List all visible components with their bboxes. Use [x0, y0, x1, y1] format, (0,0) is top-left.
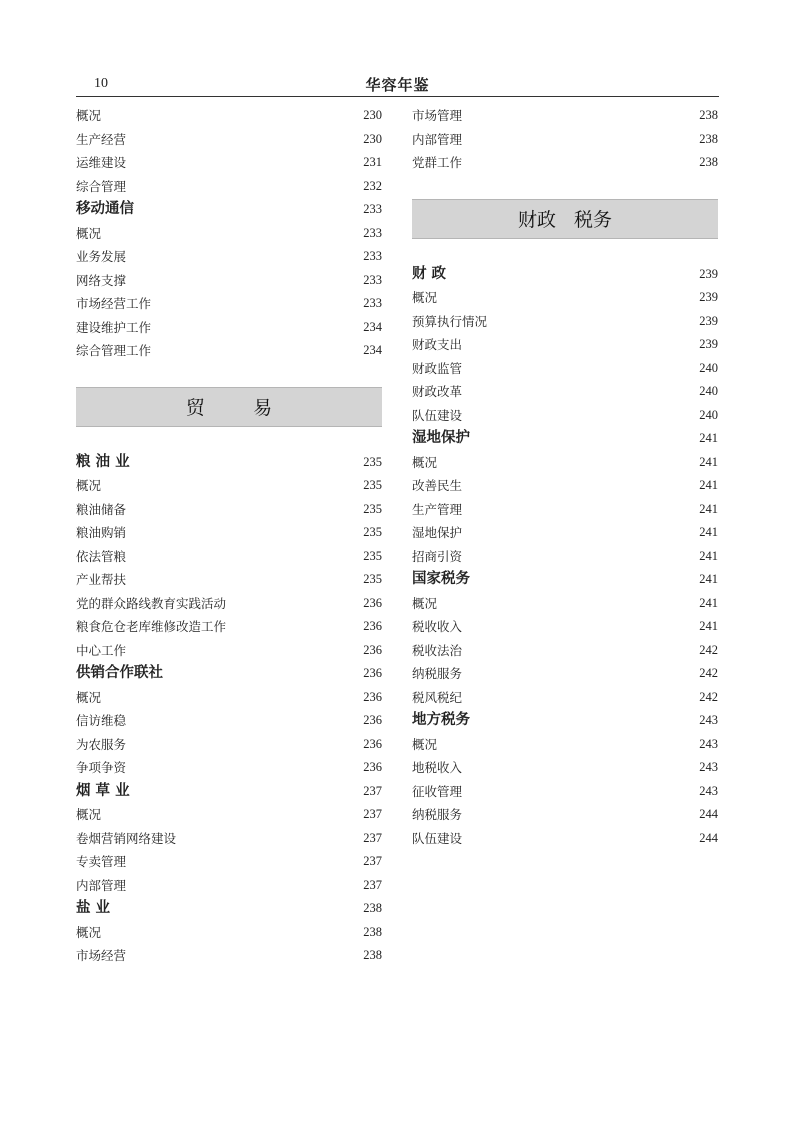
toc-entry-label: 中心工作 — [76, 642, 127, 658]
toc-page-number: 243 — [699, 736, 718, 751]
toc-entry[interactable] — [76, 498, 382, 522]
toc-entry[interactable] — [76, 827, 382, 851]
toc-entry[interactable] — [76, 151, 382, 175]
toc-page-number: 236 — [363, 736, 382, 751]
toc-page-number: 244 — [699, 830, 718, 845]
toc-page-number: 237 — [363, 877, 382, 892]
toc-entry-label: 征收管理 — [412, 783, 463, 799]
toc-entry-label: 改善民生 — [412, 478, 463, 493]
toc-entry-label: 党群工作 — [412, 155, 463, 170]
toc-entry[interactable] — [412, 545, 718, 569]
toc-entry-label: 内部管理 — [412, 131, 463, 147]
toc-page-number: 236 — [363, 713, 382, 727]
toc-entry[interactable] — [76, 686, 382, 710]
toc-heading[interactable] — [76, 662, 382, 686]
toc-entry[interactable] — [76, 733, 382, 757]
toc-entry[interactable] — [76, 592, 382, 616]
toc-page-number: 237 — [363, 830, 382, 845]
toc-page-number: 242 — [699, 689, 718, 704]
toc-page-number: 234 — [363, 343, 382, 357]
toc-entry[interactable] — [76, 521, 382, 545]
toc-page-number: 244 — [699, 807, 718, 821]
toc-entry[interactable] — [412, 639, 718, 663]
toc-page-number: 241 — [699, 619, 718, 633]
page-number: 10 — [94, 76, 108, 91]
toc-entry[interactable] — [412, 615, 718, 639]
toc-entry-label: 卷烟营销网络建设 — [76, 830, 177, 846]
toc-page-number: 241 — [699, 548, 718, 563]
toc-page-number: 235 — [363, 572, 382, 586]
toc-entry[interactable] — [76, 104, 382, 128]
toc-entry-label: 纳税服务 — [412, 666, 463, 681]
toc-entry-label: 内部管理 — [76, 877, 127, 893]
toc-entry[interactable] — [412, 357, 718, 381]
toc-heading[interactable] — [76, 198, 382, 222]
toc-entry[interactable] — [412, 310, 718, 334]
toc-heading-label: 移动通信 — [76, 201, 134, 217]
toc-page-number: 235 — [363, 548, 382, 563]
toc-entry-label: 财政监管 — [412, 360, 463, 376]
toc-entry[interactable] — [76, 339, 382, 363]
section-band: 财政 税务 — [412, 199, 718, 239]
toc-entry[interactable] — [76, 568, 382, 592]
toc-entry-label: 市场管理 — [412, 108, 463, 123]
toc-entry-label: 招商引资 — [412, 548, 463, 564]
toc-entry-label: 地税收入 — [412, 760, 463, 775]
toc-heading-label: 粮 油 业 — [76, 453, 130, 470]
toc-entry[interactable] — [412, 733, 718, 757]
toc-entry-label: 生产管理 — [412, 501, 463, 517]
toc-entry[interactable] — [76, 316, 382, 340]
toc-entry-label: 税风税纪 — [412, 689, 463, 705]
toc-entry-label: 市场经营工作 — [76, 296, 152, 311]
toc-entry[interactable] — [412, 756, 718, 780]
toc-entry-label: 粮油购销 — [76, 525, 127, 540]
toc-page-number: 233 — [363, 272, 382, 287]
toc-entry-label: 综合管理工作 — [76, 343, 152, 358]
toc-entry-label: 财政改革 — [412, 384, 463, 399]
toc-heading[interactable] — [76, 780, 382, 804]
toc-entry-label: 税收收入 — [412, 619, 463, 634]
toc-entry-label: 信访维稳 — [76, 713, 127, 728]
toc-entry[interactable] — [412, 404, 718, 428]
toc-entry-label: 为农服务 — [76, 736, 127, 752]
toc-heading[interactable] — [412, 263, 718, 287]
toc-page-number: 241 — [699, 501, 718, 516]
toc-page-number: 240 — [699, 360, 718, 375]
toc-page-number: 243 — [699, 713, 718, 727]
toc-entry-label: 依法管粮 — [76, 548, 127, 564]
toc-entry[interactable] — [76, 756, 382, 780]
toc-heading[interactable] — [412, 709, 718, 733]
toc-page-number: 235 — [363, 501, 382, 516]
toc-page-number: 236 — [363, 666, 382, 680]
toc-heading-label: 湿地保护 — [412, 430, 470, 446]
toc-entry-label: 粮油储备 — [76, 501, 127, 517]
toc-page-number: 239 — [699, 313, 718, 328]
toc-page-number: 238 — [363, 924, 382, 939]
toc-page-number: 242 — [699, 642, 718, 657]
toc-entry-label: 党的群众路线教育实践活动 — [76, 595, 227, 611]
toc-entry-label: 概况 — [76, 689, 102, 705]
toc-right-column — [412, 104, 718, 850]
toc-page-number: 242 — [699, 666, 718, 680]
toc-page-number: 239 — [699, 290, 718, 304]
toc-entry-label: 概况 — [412, 454, 438, 470]
toc-entry-label: 争项争资 — [76, 760, 127, 775]
toc-page-number: 239 — [699, 266, 718, 281]
toc-entry-label: 纳税服务 — [412, 807, 463, 822]
toc-entry-label: 产业帮扶 — [76, 572, 127, 587]
toc-entry[interactable] — [412, 286, 718, 310]
toc-entry[interactable] — [76, 245, 382, 269]
toc-page-number: 236 — [363, 642, 382, 657]
toc-page-number: 238 — [699, 108, 718, 122]
toc-heading-label: 地方税务 — [412, 712, 470, 728]
toc-heading[interactable] — [412, 568, 718, 592]
toc-page-number: 236 — [363, 689, 382, 704]
toc-page-number: 241 — [699, 454, 718, 469]
toc-entry-label: 队伍建设 — [412, 407, 463, 423]
toc-entry-label: 概况 — [76, 478, 102, 493]
toc-page-number: 241 — [699, 478, 718, 492]
toc-entry[interactable] — [412, 128, 718, 152]
toc-page-number: 233 — [363, 296, 382, 310]
toc-entry[interactable] — [412, 333, 718, 357]
toc-page-number: 236 — [363, 619, 382, 633]
toc-page-number: 241 — [699, 572, 718, 586]
toc-page-number: 241 — [699, 525, 718, 539]
toc-page-number: 233 — [363, 202, 382, 216]
toc-entry[interactable] — [412, 151, 718, 175]
toc-entry[interactable] — [76, 850, 382, 874]
toc-entry-label: 概况 — [412, 736, 438, 752]
toc-entry-label: 队伍建设 — [412, 830, 463, 846]
toc-entry[interactable] — [412, 662, 718, 686]
toc-page-number: 236 — [363, 760, 382, 774]
toc-page-number: 235 — [363, 525, 382, 539]
toc-page-number: 243 — [699, 783, 718, 798]
toc-entry[interactable] — [412, 686, 718, 710]
toc-page-number: 241 — [699, 431, 718, 445]
toc-page-number: 237 — [363, 783, 382, 798]
toc-entry-label: 概况 — [76, 924, 102, 940]
toc-entry[interactable] — [76, 874, 382, 898]
toc-entry[interactable] — [412, 780, 718, 804]
toc-page-number: 243 — [699, 760, 718, 774]
toc-entry-label: 网络支撑 — [76, 272, 127, 288]
toc-entry[interactable] — [412, 104, 718, 128]
toc-page-number: 241 — [699, 595, 718, 610]
toc-entry-label: 财政支出 — [412, 337, 463, 352]
toc-heading[interactable] — [76, 451, 382, 475]
toc-left-column — [76, 104, 382, 968]
toc-entry-label: 概况 — [76, 807, 102, 822]
toc-heading[interactable] — [76, 897, 382, 921]
toc-entry-label: 湿地保护 — [412, 525, 463, 540]
toc-entry-label: 概况 — [412, 595, 438, 611]
toc-entry-label: 概况 — [76, 108, 102, 123]
book-title: 华容年鉴 — [365, 76, 430, 94]
toc-entry-label: 建设维护工作 — [76, 319, 152, 335]
toc-heading-label: 财 政 — [412, 265, 447, 282]
toc-entry-label: 生产经营 — [76, 131, 127, 147]
toc-page-number: 231 — [363, 155, 382, 169]
toc-entry-label: 税收法治 — [412, 642, 463, 658]
toc-entry[interactable] — [76, 474, 382, 498]
toc-entry-label: 预算执行情况 — [412, 313, 488, 329]
toc-heading-label: 供销合作联社 — [76, 665, 163, 681]
toc-entry-label: 业务发展 — [76, 249, 127, 264]
toc-entry[interactable] — [76, 803, 382, 827]
toc-page-number: 235 — [363, 454, 382, 469]
toc-page-number: 234 — [363, 319, 382, 334]
toc-entry[interactable] — [412, 592, 718, 616]
toc-page-number: 235 — [363, 478, 382, 492]
toc-entry-label: 粮食危仓老库维修改造工作 — [76, 619, 227, 634]
toc-entry-label: 综合管理 — [76, 178, 127, 194]
toc-entry[interactable] — [76, 269, 382, 293]
toc-page-number: 238 — [699, 131, 718, 146]
toc-entry[interactable] — [412, 474, 718, 498]
toc-entry[interactable] — [412, 451, 718, 475]
toc-entry[interactable] — [76, 175, 382, 199]
toc-page-number: 237 — [363, 807, 382, 821]
toc-entry-label: 运维建设 — [76, 155, 127, 170]
toc-heading-label: 盐 业 — [76, 900, 111, 916]
page-header — [76, 72, 719, 97]
toc-entry-label: 市场经营 — [76, 948, 127, 963]
toc-entry[interactable] — [76, 921, 382, 945]
toc-entry[interactable] — [412, 380, 718, 404]
toc-heading[interactable] — [412, 427, 718, 451]
toc-page-number: 230 — [363, 131, 382, 146]
toc-heading-label: 国家税务 — [412, 571, 470, 587]
toc-entry[interactable] — [76, 944, 382, 968]
toc-entry[interactable] — [412, 803, 718, 827]
toc-entry[interactable] — [412, 827, 718, 851]
toc-page-number: 233 — [363, 225, 382, 240]
toc-entry[interactable] — [76, 615, 382, 639]
toc-entry[interactable] — [76, 128, 382, 152]
toc-page-number: 240 — [699, 384, 718, 398]
toc-page-number: 230 — [363, 108, 382, 122]
toc-page-number: 233 — [363, 249, 382, 263]
toc-page-number: 237 — [363, 854, 382, 868]
toc-page-number: 239 — [699, 337, 718, 351]
toc-entry[interactable] — [412, 498, 718, 522]
toc-entry-label: 专卖管理 — [76, 854, 127, 869]
toc-entry[interactable] — [412, 521, 718, 545]
section-band: 贸 易 — [76, 387, 382, 427]
toc-entry[interactable] — [76, 639, 382, 663]
toc-entry[interactable] — [76, 292, 382, 316]
toc-page-number: 236 — [363, 595, 382, 610]
toc-entry[interactable] — [76, 545, 382, 569]
toc-page-number: 238 — [699, 155, 718, 169]
toc-entry-label: 概况 — [76, 225, 102, 241]
toc-page-number: 232 — [363, 178, 382, 193]
toc-page-number: 238 — [363, 901, 382, 915]
toc-page-number: 240 — [699, 407, 718, 422]
toc-page-number: 238 — [363, 948, 382, 962]
toc-entry-label: 概况 — [412, 290, 438, 305]
toc-heading-label: 烟 草 业 — [76, 782, 130, 799]
toc-entry[interactable] — [76, 222, 382, 246]
toc-entry[interactable] — [76, 709, 382, 733]
